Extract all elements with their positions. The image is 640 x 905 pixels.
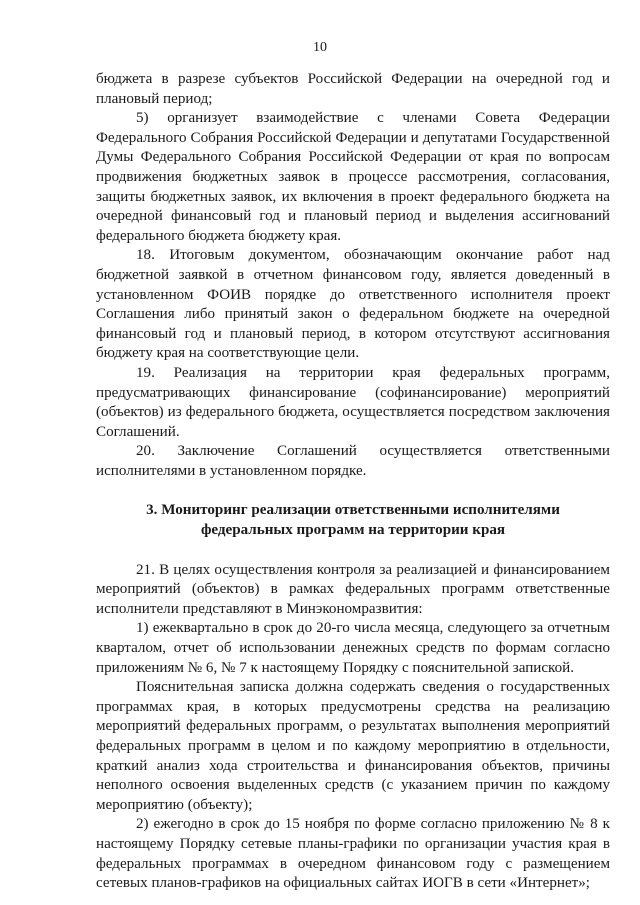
paragraph-item-2: 2) ежегодно в срок до 15 ноября по форме согласно приложению № 8 к настоящему Порядку сетевые планы-графики по организации участия края в федеральных программах в очередном финансовом году с размещением сетевых планов-графиков на официальных сайтах ИОГВ в сети «Интернет»; — [96, 816, 610, 892]
section-title-line-2: федеральных программ на территории края — [200, 522, 506, 539]
paragraph-clause-19: 19. Реализация на территории края федеральных программ, предусматривающих финансирование (софинансирование) мероприятий (объектов) из федерального бюджета, осуществляется посредством заключения Соглашений. — [96, 364, 610, 440]
paragraph-explanatory-note: Пояснительная записка должна содержать сведения о государственных программах края, в которых предусмотрены средства на реализацию мероприятий федеральных программ, о результатах выполнения мероприятий федеральных программ в целом и по каждому мероприятию в отдельности, краткий анализ хода строительства и финансирования объектов, причины неполного освоения выделенных средств (с указанием причин по каждому мероприятию (объекту); — [96, 679, 610, 813]
paragraph-clause-18: 18. Итоговым документом, обозначающим окончание работ над бюджетной заявкой в отчетном финансовом году, является доведенный в установленном ФОИВ порядке до ответственного исполнителя проект Соглашения либо принятый закон о федеральном бюджете на очередной финансовый год и плановый период, в котором отсутствуют ассигнования бюджету края на соответствующие цели. — [96, 247, 610, 362]
section-title — [96, 501, 610, 540]
paragraph-clause-21: 21. В целях осуществления контроля за реализацией и финансированием мероприятий (объектов) в рамках федеральных программ ответственные исполнители представляют в Минэкономразвития: — [96, 561, 610, 617]
section-title-line-1: 3. Мониторинг реализации ответственными исполнителями — [146, 502, 560, 519]
paragraph-item-5: 5) организует взаимодействие с членами Совета Федерации Федерального Собрания Российской Федерации и депутатами Государственной Думы Федерального Собрания Российской Федерации от края по вопросам продвижения бюджетных заявок в процессе рассмотрения, согласования, защиты бюджетных заявок, их включения в проект федерального бюджета на очередной финансовый год и плановый период и выделения ассигнований федерального бюджета бюджету края. — [96, 110, 610, 244]
paragraph-budget-continuation: бюджета в разрезе субъектов Российской Федерации на очередной год и плановый период; — [96, 71, 610, 107]
page-number: 10 — [313, 40, 327, 55]
paragraph-clause-20: 20. Заключение Соглашений осуществляется ответственными исполнителями в установленном порядке. — [96, 443, 610, 479]
document-body — [96, 70, 610, 894]
paragraph-item-1: 1) ежеквартально в срок до 20-го числа месяца, следующего за отчетным кварталом, отчет об использовании денежных средств по формам согласно приложениям № 6, № 7 к настоящему Порядку с пояснительной запиской. — [96, 620, 610, 676]
